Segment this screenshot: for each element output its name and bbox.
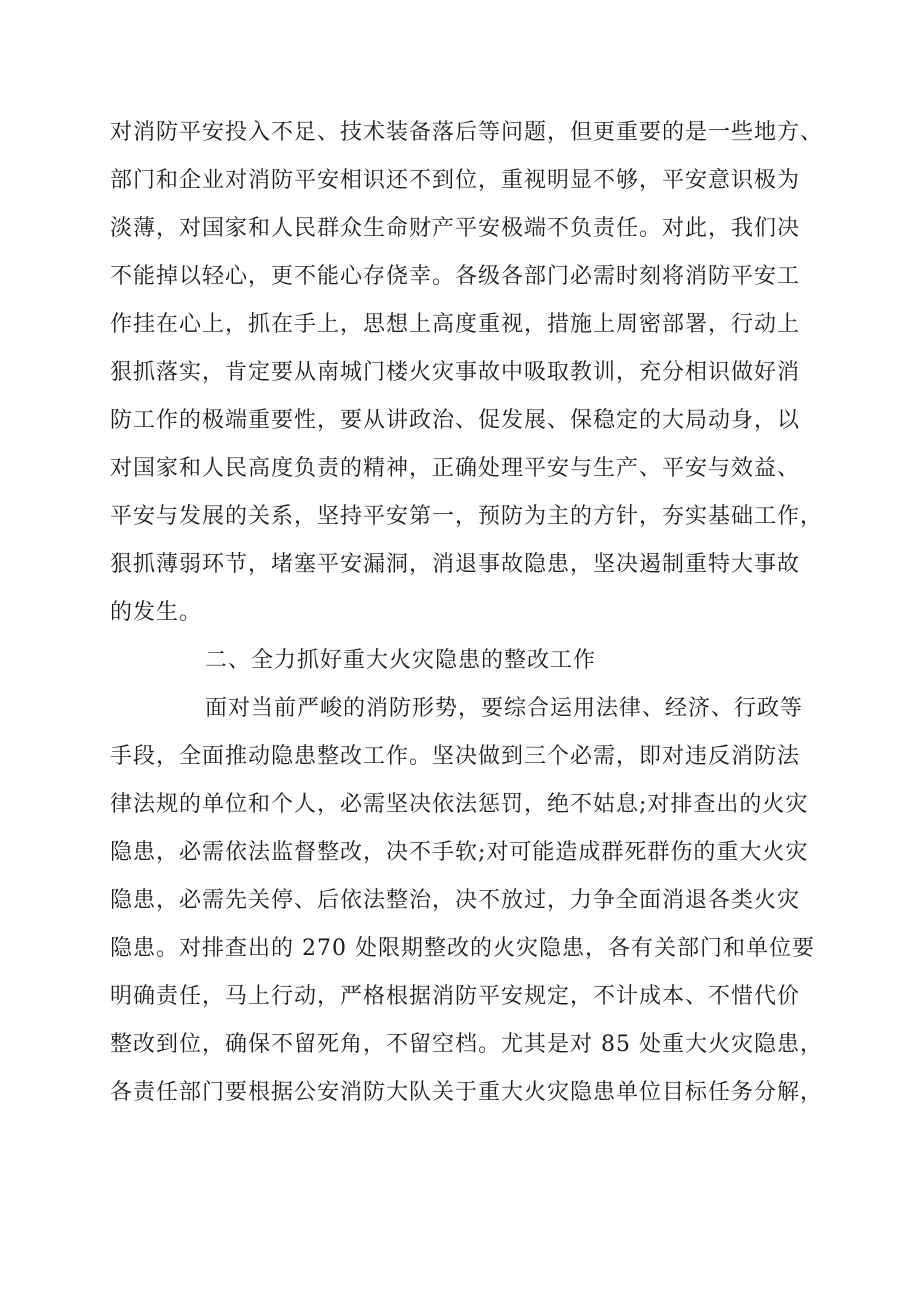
text-line: 对国家和人民高度负责的精神，正确处理平安与生产、平安与效益、 — [110, 456, 801, 481]
text-line: 狠抓落实，肯定要从南城门楼火灾事故中吸取教训，充分相识做好消 — [110, 360, 801, 385]
text-line: 作挂在心上，抓在手上，思想上高度重视，措施上周密部署，行动上 — [110, 312, 801, 337]
paragraph-1 — [110, 109, 870, 637]
text-line: 的发生。 — [110, 600, 203, 625]
text-line: 狠抓薄弱环节，堵塞平安漏洞，消退事故隐患，坚决遏制重特大事故 — [110, 552, 801, 577]
text-line: 面对当前严峻的消防形势，要综合运用法律、经济、行政等 — [205, 696, 804, 721]
text-line: 隐患。对排查出的 270 处限期整改的火灾隐患，各有关部门和单位要 — [110, 936, 815, 961]
text-line: 不能掉以轻心，更不能心存侥幸。各级各部门必需时刻将消防平安工 — [110, 264, 801, 289]
text-line: 律法规的单位和个人，必需坚决依法惩罚，绝不姑息;对排查出的火灾 — [110, 792, 809, 817]
text-line: 淡薄，对国家和人民群众生命财产平安极端不负责任。对此，我们决 — [110, 216, 801, 241]
document-body — [110, 109, 870, 1117]
text-line: 平安与发展的关系，坚持平安第一，预防为主的方针，夯实基础工作， — [110, 504, 824, 529]
text-line: 各责任部门要根据公安消防大队关于重大火灾隐患单位目标任务分解， — [110, 1080, 824, 1105]
text-line: 明确责任，马上行动，严格根据消防平安规定，不计成本、不惜代价 — [110, 984, 801, 1009]
text-line: 防工作的极端重要性，要从讲政治、促发展、保稳定的大局动身，以 — [110, 408, 801, 433]
section-heading: 二、全力抓好重大火灾隐患的整改工作 — [205, 648, 597, 673]
text-line: 隐患，必需依法监督整改，决不手软;对可能造成群死群伤的重大火灾 — [110, 840, 809, 865]
text-line: 整改到位，确保不留死角，不留空档。尤其是对 85 处重大火灾隐患， — [110, 1032, 823, 1057]
paragraph-2 — [110, 685, 870, 1117]
text-line: 对消防平安投入不足、技术装备落后等问题，但更重要的是一些地方、 — [110, 120, 824, 145]
text-line: 部门和企业对消防平安相识还不到位，重视明显不够，平安意识极为 — [110, 168, 801, 193]
text-line: 手段，全面推动隐患整改工作。坚决做到三个必需，即对违反消防法 — [110, 744, 801, 769]
text-line: 隐患，必需先关停、后依法整治，决不放过，力争全面消退各类火灾 — [110, 888, 801, 913]
